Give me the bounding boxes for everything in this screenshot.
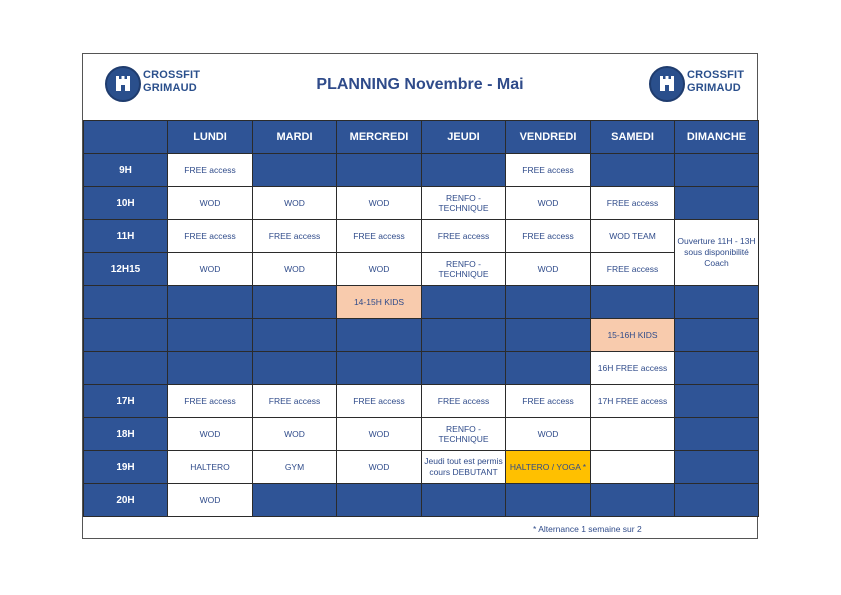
session-cell [253,352,337,385]
session-cell: WOD [168,187,253,220]
sunday-cell [675,286,759,319]
session-cell [422,352,506,385]
planning-sheet [82,53,758,539]
schedule-row [84,484,759,517]
session-cell [337,154,422,187]
schedule-row [84,154,759,187]
time-cell [84,286,168,319]
time-cell [84,352,168,385]
session-cell: RENFO - TECHNIQUE [422,253,506,286]
session-cell: WOD [168,253,253,286]
session-cell: FREE access [337,220,422,253]
session-cell: FREE access [591,253,675,286]
session-cell [422,154,506,187]
sunday-cell [675,484,759,517]
day-header: JEUDI [422,121,506,154]
session-cell: FREE access [422,220,506,253]
session-cell [253,319,337,352]
schedule-table [83,120,759,517]
session-cell: FREE access [168,154,253,187]
session-cell [506,484,591,517]
session-cell [591,286,675,319]
session-cell: WOD TEAM [591,220,675,253]
crossfit-logo-right [649,66,745,106]
session-cell [253,286,337,319]
session-cell [591,451,675,484]
page-title: PLANNING Novembre - Mai [316,76,524,93]
session-cell: WOD [337,187,422,220]
session-cell: 15-16H KIDS [591,319,675,352]
session-cell: HALTERO / YOGA * [506,451,591,484]
session-cell: WOD [506,187,591,220]
day-header: LUNDI [168,121,253,154]
session-cell: FREE access [506,154,591,187]
time-cell: 9H [84,154,168,187]
session-cell [253,484,337,517]
session-cell: FREE access [168,220,253,253]
session-cell [591,484,675,517]
session-cell: 16H FREE access [591,352,675,385]
time-cell: 18H [84,418,168,451]
sunday-cell [675,187,759,220]
session-cell: WOD [168,418,253,451]
logo-line-1: CROSSFIT [687,69,745,81]
session-cell [168,319,253,352]
time-cell [84,319,168,352]
sunday-cell [675,319,759,352]
session-cell: HALTERO [168,451,253,484]
session-cell [422,286,506,319]
session-cell [591,418,675,451]
session-cell [506,286,591,319]
schedule-row [84,187,759,220]
schedule-row [84,220,759,253]
alternance-footnote: * Alternance 1 semaine sur 2 [533,524,642,534]
session-cell: Jeudi tout est permis cours DEBUTANT [422,451,506,484]
session-cell: WOD [337,418,422,451]
time-cell: 10H [84,187,168,220]
session-cell [422,319,506,352]
session-cell: FREE access [337,385,422,418]
sunday-note-cell: Ouverture 11H - 13H sous disponibilité Coach [675,220,759,286]
corner-cell [84,121,168,154]
session-cell: RENFO - TECHNIQUE [422,418,506,451]
session-cell: WOD [506,418,591,451]
day-header: VENDREDI [506,121,591,154]
session-cell: WOD [253,418,337,451]
session-cell [168,352,253,385]
time-cell: 17H [84,385,168,418]
session-cell [506,352,591,385]
session-cell: WOD [253,253,337,286]
session-cell: WOD [253,187,337,220]
session-cell: WOD [337,451,422,484]
day-header-row [84,121,759,154]
schedule-row [84,418,759,451]
time-cell: 12H15 [84,253,168,286]
session-cell [253,154,337,187]
session-cell: 17H FREE access [591,385,675,418]
session-cell: FREE access [422,385,506,418]
sunday-cell [675,154,759,187]
session-cell: FREE access [506,385,591,418]
time-cell: 19H [84,451,168,484]
session-cell: FREE access [253,385,337,418]
day-header: MARDI [253,121,337,154]
page-header [83,54,757,120]
session-cell: WOD [168,484,253,517]
schedule-row [84,385,759,418]
schedule-row [84,319,759,352]
session-cell [506,319,591,352]
day-header: DIMANCHE [675,121,759,154]
session-cell: RENFO - TECHNIQUE [422,187,506,220]
logo-line-2: GRIMAUD [687,82,741,94]
session-cell: WOD [506,253,591,286]
day-header: SAMEDI [591,121,675,154]
session-cell [422,484,506,517]
session-cell: WOD [337,253,422,286]
session-cell [337,484,422,517]
time-cell: 11H [84,220,168,253]
time-cell: 20H [84,484,168,517]
schedule-row [84,352,759,385]
session-cell [591,154,675,187]
session-cell: FREE access [506,220,591,253]
session-cell [337,352,422,385]
session-cell: 14-15H KIDS [337,286,422,319]
schedule-row [84,253,759,286]
session-cell [168,286,253,319]
logo-line-2: GRIMAUD [143,82,197,94]
sunday-cell [675,451,759,484]
day-header: MERCREDI [337,121,422,154]
session-cell [337,319,422,352]
session-cell: GYM [253,451,337,484]
schedule-row [84,451,759,484]
logo-line-1: CROSSFIT [143,69,201,81]
schedule-row [84,286,759,319]
session-cell: FREE access [168,385,253,418]
logo-text [687,69,744,95]
sunday-cell [675,385,759,418]
castle-icon [649,66,685,102]
sunday-cell [675,418,759,451]
session-cell: FREE access [591,187,675,220]
sunday-cell [675,352,759,385]
session-cell: FREE access [253,220,337,253]
